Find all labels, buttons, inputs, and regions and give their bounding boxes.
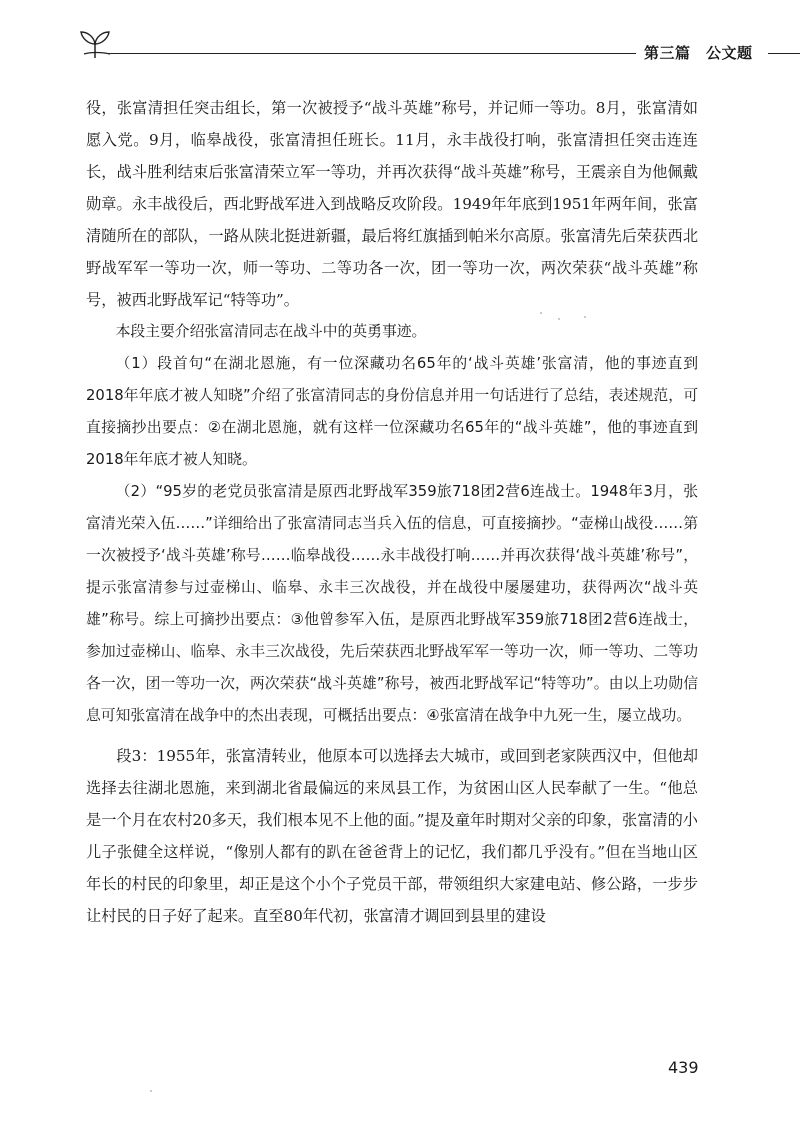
scan-speck [540,312,542,314]
running-header [78,28,753,68]
scan-speck [584,316,586,318]
section-title: 第三篇 公文题 [644,44,753,62]
page-number: 439 [668,1058,699,1077]
paragraph-gap [86,732,698,740]
scan-speck [558,318,560,320]
header-rule-left [108,53,636,54]
header-rule-right [768,53,800,54]
analysis-paragraph: （1）段首句“在湖北恩施，有一位深藏功名65年的‘战斗英雄’张富清，他的事迹直到2018年年底才被人知晓”介绍了张富清同志的身份信息并用一句话进行了总结，表述规范，可直接摘抄出要点：②在湖北恩施，就有这样一位深藏功名65年的“战斗英雄”，他的事迹直到2018年年底才被人知晓。 [86,355,698,468]
body-paragraph: 役，张富清担任突击组长，第一次被授予“战斗英雄”称号，并记师一等功。8月，张富清如愿入党。9月，临皋战役，张富清担任班长。11月，永丰战役打响，张富清担任突击连连长，战斗胜利结束后张富清荣立军一等功，并再次获得“战斗英雄”称号，王震亲自为他佩戴勋章。永丰战役后，西北野战军进入到战略反攻阶段。1949年年底到1951年两年间，张富清随所在的部队，一路从陕北挺进新疆，最后将红旗插到帕米尔高原。张富清先后荣获西北野战军军一等功一次，师一等功、二等功各一次，团一等功一次，两次荣获“战斗英雄”称号，被西北野战军记“特等功”。 [86,99,698,309]
body-paragraph: 段3：1955年，张富清转业，他原本可以选择去大城市，或回到老家陕西汉中，但他却选择去往湖北恩施，来到湖北省最偏远的来凤县工作，为贫困山区人民奉献了一生。“他总是一个月在农村20多天，我们根本见不上他的面。”提及童年时期对父亲的印象，张富清的小儿子张健全这样说，“像别人都有的趴在爸爸背上的记忆，我们都几乎没有。”但在当地山区年长的村民的印象里，却正是这个小个子党员干部，带领组织大家建电站、修公路，一步步让村民的日子好了起来。直至80年代初，张富清才调回到县里的建设 [86,747,698,925]
scan-speck [150,1090,152,1092]
page-body [86,92,698,932]
sprout-icon [78,28,112,62]
analysis-paragraph: （2）“95岁的老党员张富清是原西北野战军359旅718团2营6连战士。1948年3月，张富清光荣入伍……”详细给出了张富清同志当兵入伍的信息，可直接摘抄。“壶梯山战役……第一次被授予‘战斗英雄’称号……临皋战役……永丰战役打响……并再次获得‘战斗英雄’称号”，提示张富清参与过壶梯山、临皋、永丰三次战役，并在战役中屡屡建功，获得两次“战斗英雄”称号。综上可摘抄出要点：③他曾参军入伍，是原西北野战军359旅718团2营6连战士，参加过壶梯山、临皋、永丰三次战役，先后荣获西北野战军军一等功一次，师一等功、二等功各一次，团一等功一次，两次荣获“战斗英雄”称号，被西北野战军记“特等功”。由以上功勋信息可知张富清在战争中的杰出表现，可概括出要点：④张富清在战争中九死一生，屡立战功。 [86,483,698,724]
analysis-paragraph: 本段主要介绍张富清同志在战斗中的英勇事迹。 [115,323,427,340]
